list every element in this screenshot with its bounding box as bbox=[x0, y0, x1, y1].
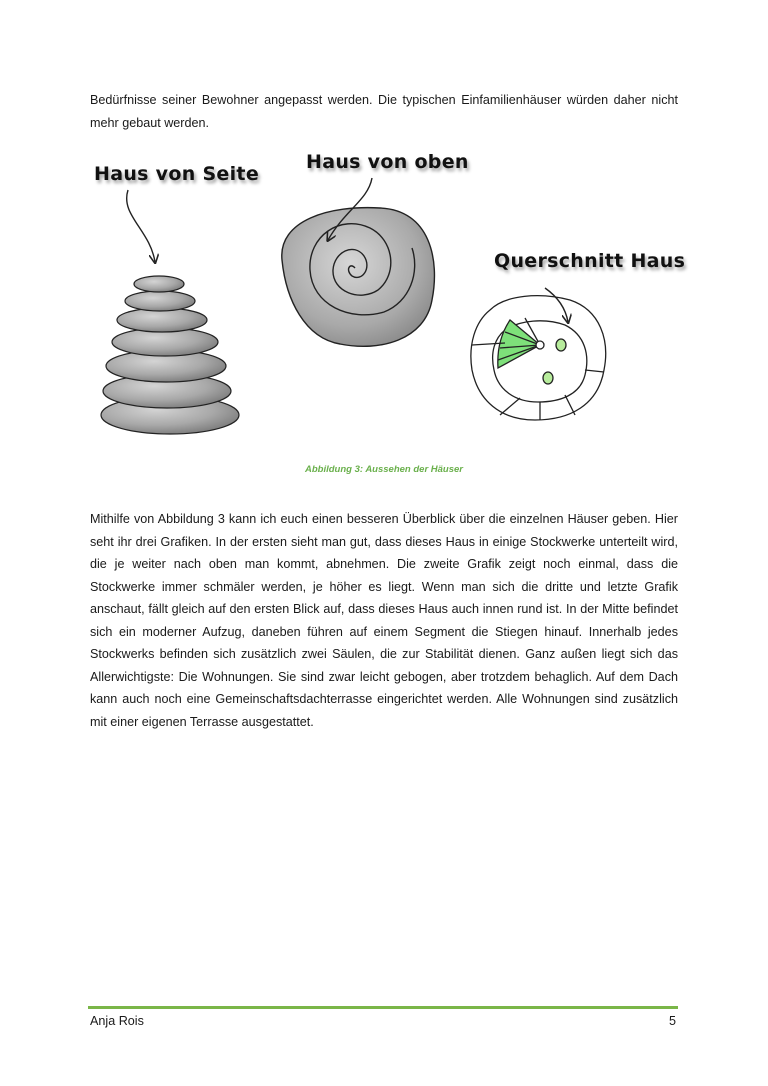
house-figure bbox=[0, 0, 768, 460]
floor-6 bbox=[125, 291, 195, 311]
body-paragraph: Mithilfe von Abbildung 3 kann ich euch einen besseren Überblick über die einzelnen Häuser geben. Hier seht ihr drei Grafiken. In der ersten sieht man gut, dass dieses Haus in einige Stockwerke unterteilt wird, die je weiter nach oben man kommt, abnehmen. Die zweite Grafik zeigt noch einmal, dass die Stockwerke immer schmäler werden, je höher es liegt. Wenn man sich die dritte und letzte Grafik anschaut, fällt gleich auf den ersten Blick auf, dass dieses Haus auch innen rund ist. In der Mitte befindet sich ein moderner Aufzug, daneben führen auf einem Segment die Stiegen hinauf. Innerhalb jedes Stockwerks befinden sich zusätzlich zwei Säulen, die zur Stabilität dienen. Ganz außen liegt sich das Allerwichtigste: Die Wohnungen. Sie sind zwar leicht gebogen, aber trotzdem behaglich. Auf dem Dach kann auch noch eine Gemeinschaftsdachterrasse eingerichtet werden. Alle Wohnungen sind zusätzlich mit einer eigenen Terrasse ausgestattet. bbox=[90, 512, 678, 729]
pillar-2 bbox=[543, 372, 553, 384]
pillar-1 bbox=[556, 339, 566, 351]
figure-caption: Abbildung 3: Aussehen der Häuser bbox=[304, 464, 463, 475]
intro-paragraph: Bedürfnisse seiner Bewohner angepasst werden. Die typischen Einfamilienhäuser würden daher nicht mehr gebaut werden. bbox=[90, 93, 678, 130]
page-number: 5 bbox=[668, 1014, 676, 1028]
label-side-view: Haus von Seite bbox=[94, 163, 260, 185]
stone-tower-illustration bbox=[101, 276, 239, 434]
footer-divider bbox=[88, 1006, 678, 1009]
floor-5 bbox=[117, 308, 207, 332]
elevator bbox=[536, 341, 544, 349]
floor-7 bbox=[134, 276, 184, 292]
footer-author: Anja Rois bbox=[90, 1014, 144, 1028]
top-view-illustration bbox=[282, 208, 435, 347]
arrow-side bbox=[127, 190, 155, 262]
cross-section-illustration bbox=[471, 296, 606, 420]
label-top-view: Haus von oben bbox=[306, 151, 469, 173]
label-cross-section: Querschnitt Haus bbox=[494, 250, 686, 272]
